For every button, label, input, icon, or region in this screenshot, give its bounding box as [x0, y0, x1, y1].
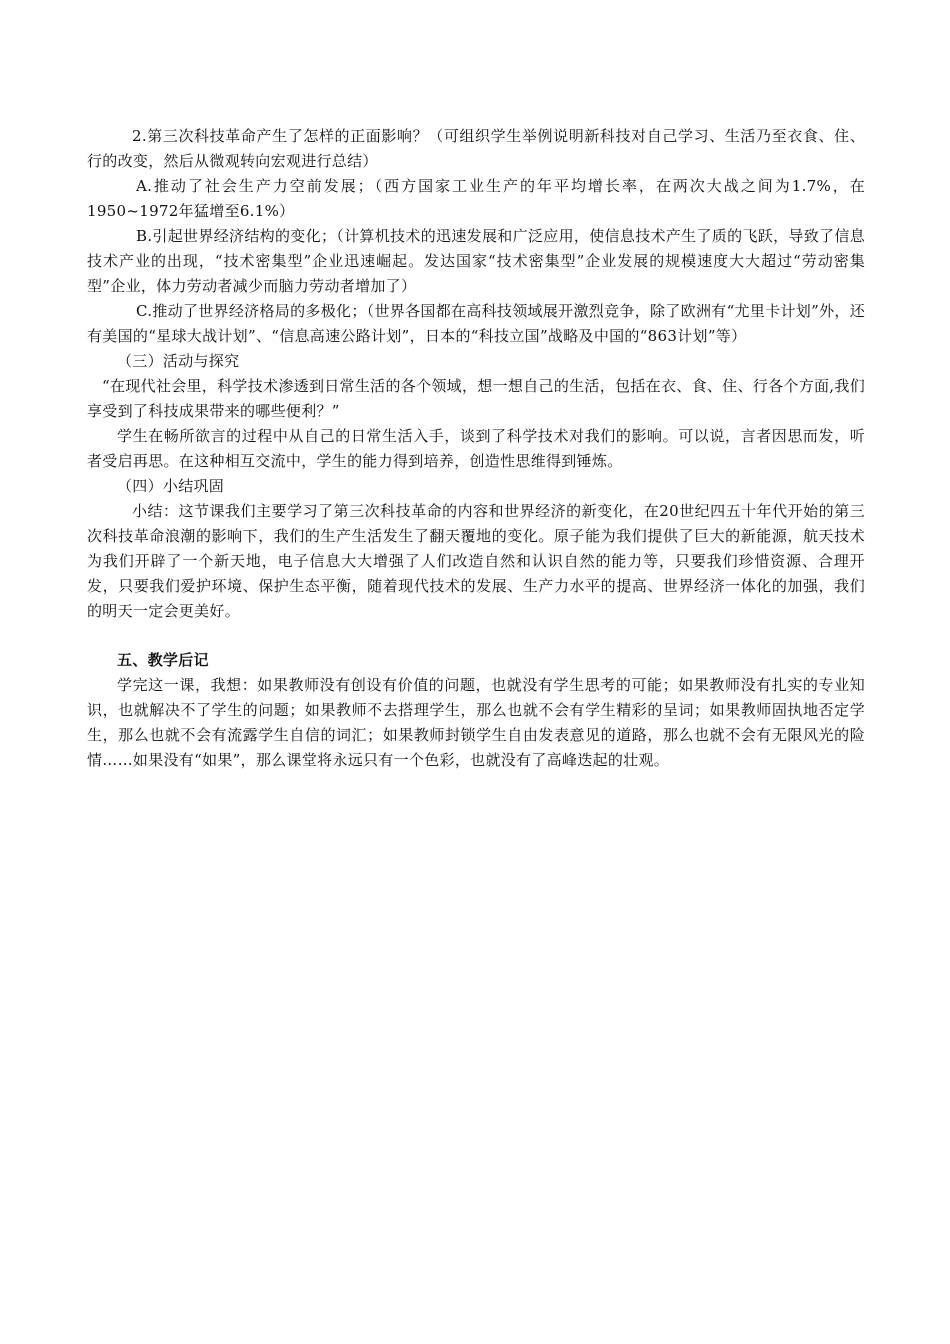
point-a-paragraph: A.推动了社会生产力空前发展；（西方国家工业生产的年平均增长率，在两次大战之间为1.7%，在1950~1972年猛增至6.1%）: [87, 177, 865, 220]
point-b-paragraph: B.引起世界经济结构的变化；（计算机技术的迅速发展和广泛应用，使信息技术产生了质的飞跃，导致了信息技术产业的出现，“技术密集型”企业迅速崛起。发达国家“技术密集型”企业发展的规模速度大大超过“劳动密集型”企业，体力劳动者减少而脑力劳动者增加了）: [87, 227, 865, 295]
section-5-heading: 五、教学后记: [117, 651, 209, 669]
question-2-paragraph: 2.第三次科技革命产生了怎样的正面影响？（可组织学生举例说明新科技对自己学习、生活乃至衣食、住、行的改变，然后从微观转向宏观进行总结）: [87, 127, 865, 170]
reflection-paragraph: 学完这一课，我想：如果教师没有创设有价值的问题，也就没有学生思考的可能；如果教师没有扎实的专业知识，也就解决不了学生的问题；如果教师不去搭理学生，那么也就不会有学生精彩的呈词；如果教师固执地否定学生，那么也就不会有流露学生自信的词汇；如果教师封锁学生自由发表意见的道路，那么也就不会有无限风光的险情……如果没有“如果”，那么课堂将永远只有一个色彩，也就没有了高峰迭起的壮观。: [87, 676, 865, 769]
section-3-heading: （三）活动与探究: [117, 352, 240, 370]
point-c-paragraph: C.推动了世界经济格局的多极化；（世界各国都在高科技领域展开激烈竞争，除了欧洲有“尤里卡计划”外，还有美国的“星球大战计划”、“信息高速公路计划”，日本的“科技立国”战略及中国的“863计划”等）: [87, 302, 865, 345]
section-4-heading: （四）小结巩固: [117, 477, 225, 495]
section-spacer: [87, 624, 865, 648]
activity-quote-paragraph: “在现代社会里，科学技术渗透到日常生活的各个领域，想一想自己的生活，包括在衣、食、住、行各个方面,我们享受到了科技成果带来的哪些便利？”: [87, 377, 865, 420]
summary-paragraph: 小结：这节课我们主要学习了第三次科技革命的内容和世界经济的新变化，在20世纪四五十年代开始的第三次科技革命浪潮的影响下，我们的生产生活发生了翻天覆地的变化。原子能为我们提供了巨大的新能源，航天技术为我们开辟了一个新天地，电子信息大大增强了人们改造自然和认识自然的能力等，只要我们珍惜资源、合理开发，只要我们爱护环境、保护生态平衡，随着现代技术的发展、生产力水平的提高、世界经济一体化的加强，我们的明天一定会更美好。: [87, 502, 865, 620]
discussion-paragraph: 学生在畅所欲言的过程中从自己的日常生活入手，谈到了科学技术对我们的影响。可以说，言者因思而发，听者受启再思。在这种相互交流中，学生的能力得到培养，创造性思维得到锤炼。: [87, 427, 865, 470]
document-body: [87, 124, 865, 773]
